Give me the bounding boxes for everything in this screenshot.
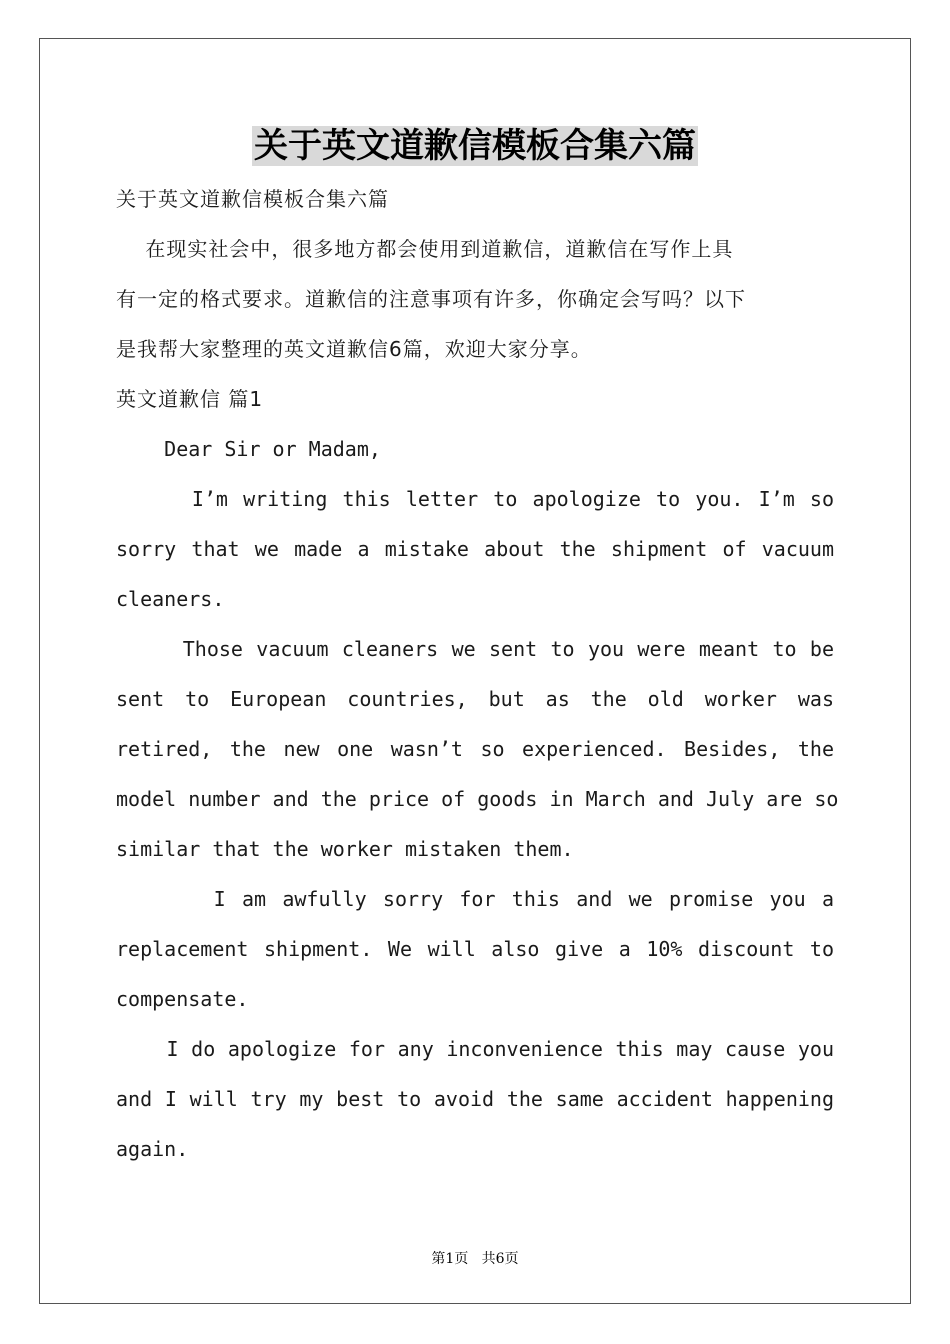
letter-line-5: sent to European countries, but as the old worker was xyxy=(116,687,834,711)
document-body xyxy=(116,174,839,1174)
letter-line-4: Those vacuum cleaners we sent to you were meant to be xyxy=(116,637,834,661)
page-footer: 第1页 共6页 xyxy=(431,1251,519,1267)
letter-line-7: model number and the price of goods in March and July are so xyxy=(116,787,839,811)
letter-line-11: compensate. xyxy=(116,987,249,1011)
letter-line-10: replacement shipment. We will also give a 10% discount to xyxy=(116,937,834,961)
letter-line-12: I do apologize for any inconvenience this may cause you xyxy=(116,1037,834,1061)
section-heading: 英文道歉信 篇1 xyxy=(116,387,264,411)
letter-line-3: cleaners. xyxy=(116,587,225,611)
letter-line-1: I’m writing this letter to apologize to you. I’m so xyxy=(116,487,834,511)
document-title: 关于英文道歉信模板合集六篇 xyxy=(254,126,696,166)
letter-line-9: I am awfully sorry for this and we promise you a xyxy=(116,887,834,911)
letter-line-6: retired, the new one wasn’t so experienced. Besides, the xyxy=(116,737,834,761)
intro-line-3: 是我帮大家整理的英文道歉信6篇，欢迎大家分享。 xyxy=(116,337,592,361)
intro-line-2: 有一定的格式要求。道歉信的注意事项有许多，你确定会写吗？以下 xyxy=(116,287,746,311)
subtitle-line: 关于英文道歉信模板合集六篇 xyxy=(116,187,389,211)
letter-line-2: sorry that we made a mistake about the shipment of vacuum xyxy=(116,537,834,561)
letter-line-13: and I will try my best to avoid the same accident happening xyxy=(116,1087,834,1111)
letter-line-14: again. xyxy=(116,1137,189,1161)
intro-line-1: 在现实社会中，很多地方都会使用到道歉信，道歉信在写作上具 xyxy=(116,237,734,261)
salutation-line: Dear Sir or Madam, xyxy=(116,437,381,461)
letter-line-8: similar that the worker mistaken them. xyxy=(116,837,574,861)
